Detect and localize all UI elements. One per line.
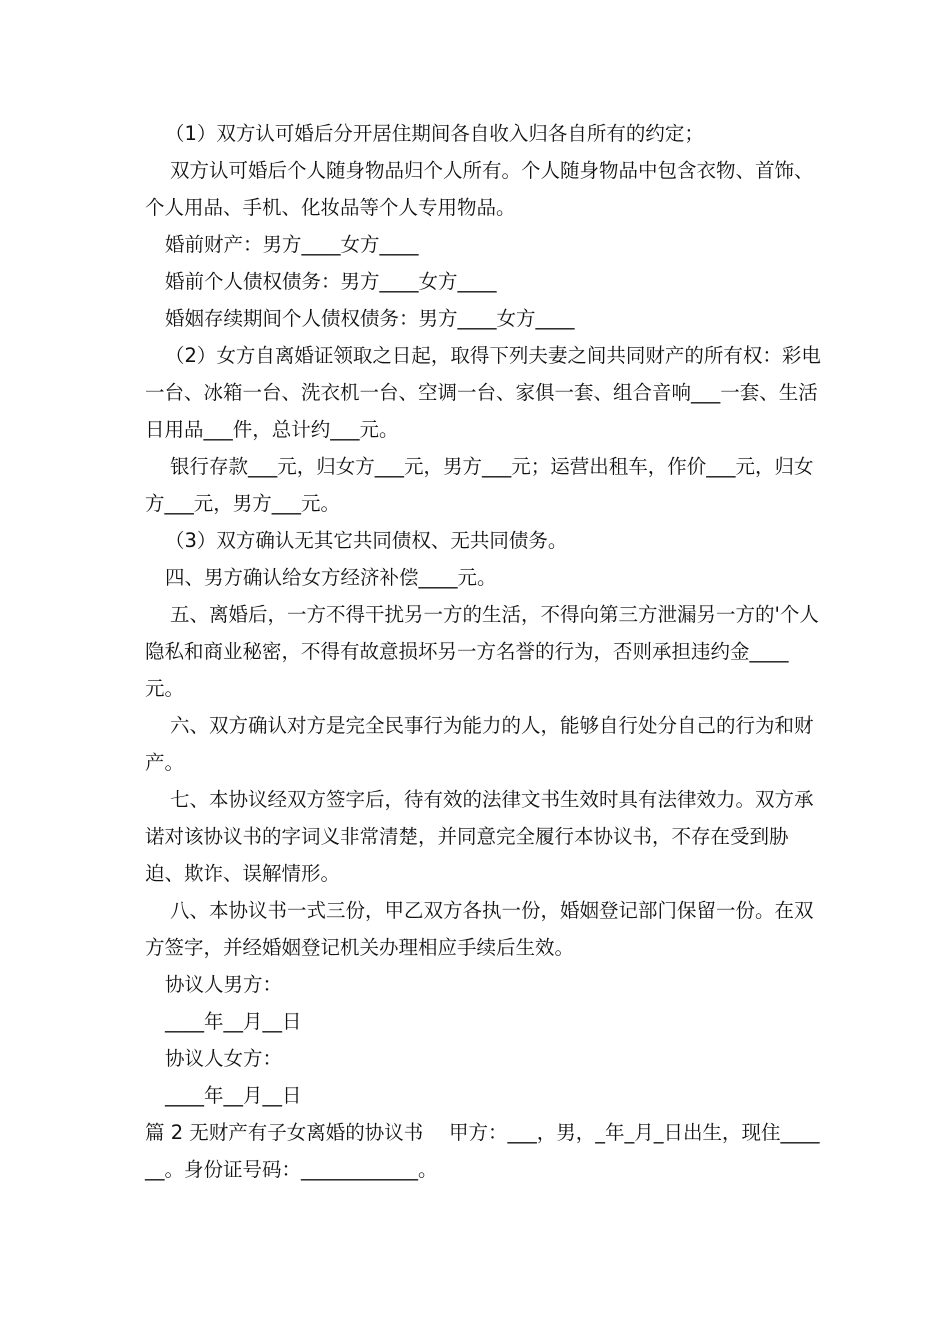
paragraph-7: 银行存款___元，归女方___元，男方___元；运营出租车，作价___元，归女方___元，男方___元。 — [145, 455, 814, 515]
document-page — [145, 115, 825, 1188]
paragraph-2: 双方认可婚后个人随身物品归个人所有。个人随身物品中包含衣物、首饰、个人用品、手机、化妆品等个人专用物品。 — [145, 159, 814, 219]
paragraph-10: 五、离婚后，一方不得干扰另一方的生活，不得向第三方泄漏另一方的'个人隐私和商业秘密，不得有故意损坏另一方名誉的行为，否则承担违约金____元。 — [145, 603, 819, 700]
paragraph-3: 婚前财产：男方____女方____ — [165, 233, 419, 256]
paragraph-11: 六、双方确认对方是完全民事行为能力的人，能够自行处分自己的行为和财产。 — [145, 714, 814, 774]
signature-female-label: 协议人女方： — [165, 1047, 283, 1070]
paragraph-5: 婚姻存续期间个人债权债务：男方____女方____ — [165, 307, 575, 330]
paragraph-12: 七、本协议经双方签字后，待有效的法律文书生效时具有法律效力。双方承诺对该协议书的字词义非常清楚，并同意完全履行本协议书，不存在受到胁迫、欺诈、误解情形。 — [145, 788, 814, 885]
paragraph-4: 婚前个人债权债务：男方____女方____ — [165, 270, 497, 293]
paragraph-6: （2）女方自离婚证领取之日起，取得下列夫妻之间共同财产的所有权：彩电一台、冰箱一台、洗衣机一台、空调一台、家俱一套、组合音响___一套、生活日用品___件，总计约___元。 — [145, 344, 821, 441]
paragraph-1: （1）双方认可婚后分开居住期间各自收入归各自所有的约定； — [165, 122, 704, 145]
paragraph-8: （3）双方确认无其它共同债权、无共同债务。 — [165, 529, 568, 552]
signature-female-date: ____年__月__日 — [165, 1084, 302, 1107]
signature-male-label: 协议人男方： — [165, 973, 283, 996]
next-section-heading: 篇 2 无财产有子女离婚的协议书 甲方：___，男，_年_月_日出生，现住______。身份证号码：____________。 — [145, 1121, 820, 1181]
signature-male-date: ____年__月__日 — [165, 1010, 302, 1033]
paragraph-9: 四、男方确认给女方经济补偿____元。 — [165, 566, 497, 589]
paragraph-13: 八、本协议书一式三份，甲乙双方各执一份，婚姻登记部门保留一份。在双方签字，并经婚姻登记机关办理相应手续后生效。 — [145, 899, 814, 959]
